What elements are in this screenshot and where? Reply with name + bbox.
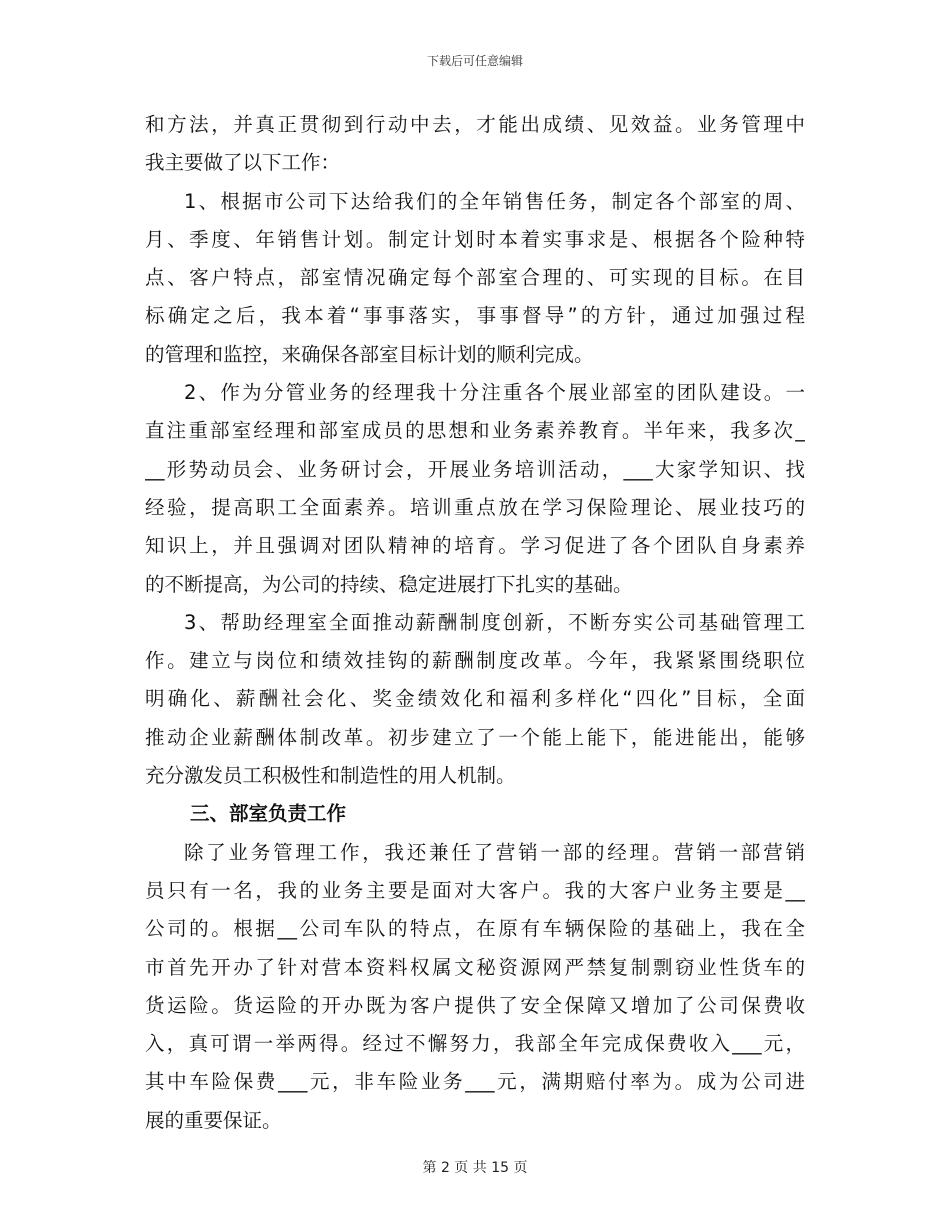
page-number: 第 2 页 共 15 页: [422, 1160, 528, 1176]
text-line: 直注重部室经理和部室成员的思想和业务素养教育。半年来，我多次_: [145, 419, 805, 443]
text-line: 入，真可谓一举两得。经过不懈努力，我部全年完成保费收入___元，: [145, 1032, 805, 1056]
text-line: 2、作为分管业务的经理我十分注重各个展业部室的团队建设。一: [184, 381, 805, 405]
text-line: 点、客户特点，部室情况确定每个部室合理的、可实现的目标。在目: [145, 266, 805, 290]
text-line: 员只有一名，我的业务主要是面对大客户。我的大客户业务主要是__: [145, 878, 805, 902]
text-line: 公司的。根据__公司车队的特点，在原有车辆保险的基础上，我在全: [145, 917, 805, 941]
page-header: 下载后可任意编辑: [426, 54, 523, 68]
section-heading: 三、部室负责工作: [190, 802, 347, 826]
text-line: 我主要做了以下工作：: [145, 151, 341, 175]
text-line: 充分激发员工积极性和制造性的用人机制。: [145, 764, 516, 788]
text-line: 知识上，并且强调对团队精神的培育。学习促进了各个团队自身素养: [145, 534, 805, 558]
text-line: 标确定之后，我本着“事事落实，事事督导”的方针，通过加强过程: [145, 304, 805, 328]
text-line: 3、帮助经理室全面推动薪酬制度创新，不断夯实公司基础管理工: [184, 610, 805, 634]
text-line: 和方法，并真正贯彻到行动中去，才能出成绩、见效益。业务管理中: [145, 113, 805, 136]
text-line: 的管理和监控，来确保各部室目标计划的顺利完成。: [145, 342, 594, 366]
text-line: 的不断提高，为公司的持续、稳定进展打下扎实的基础。: [145, 572, 633, 596]
text-line: 推动企业薪酬体制改革。初步建立了一个能上能下，能进能出，能够: [145, 725, 805, 749]
text-line: 除了业务管理工作，我还兼任了营销一部的经理。营销一部营销: [184, 840, 805, 864]
text-line: 展的重要保证。: [145, 1108, 282, 1132]
text-line: 月、季度、年销售计划。制定计划时本着实事求是、根据各个险种特: [145, 227, 805, 251]
document-body: [145, 106, 805, 1140]
text-line: 作。建立与岗位和绩效挂钩的薪酬制度改革。今年，我紧紧围绕职位: [145, 649, 805, 673]
text-line: 经验，提高职工全面素养。培训重点放在学习保险理论、展业技巧的: [145, 495, 805, 519]
text-line: __形势动员会、业务研讨会，开展业务培训活动，___大家学知识、找: [145, 457, 805, 481]
text-line: 市首先开办了针对营本资料权属文秘资源网严禁复制剽窃业性货车的: [145, 955, 805, 979]
text-line: 1、根据市公司下达给我们的全年销售任务，制定各个部室的周、: [184, 189, 805, 213]
text-line: 明确化、薪酬社会化、奖金绩效化和福利多样化“四化”目标，全面: [145, 687, 805, 711]
text-line: 货运险。货运险的开办既为客户提供了安全保障又增加了公司保费收: [145, 993, 805, 1017]
text-line: 其中车险保费___元，非车险业务___元，满期赔付率为。成为公司进: [145, 1070, 805, 1094]
